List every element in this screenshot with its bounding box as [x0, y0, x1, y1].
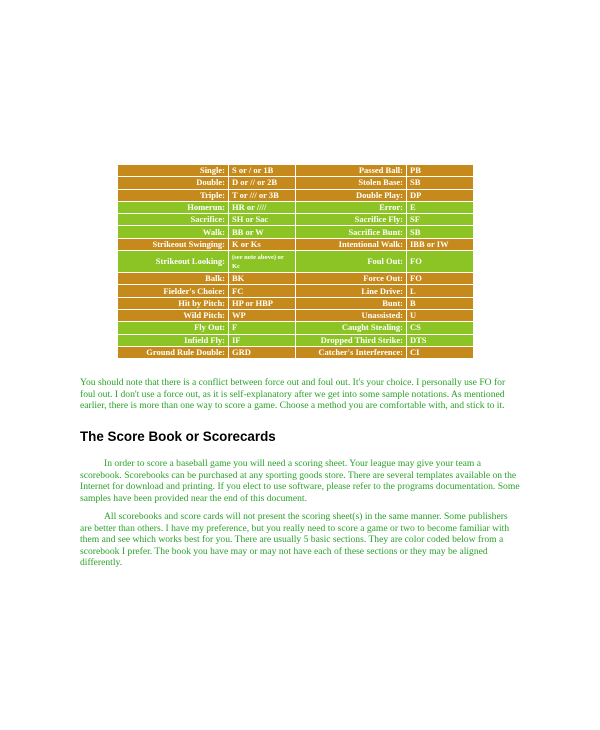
notation-label: Balk:	[118, 273, 229, 285]
table-row	[118, 251, 474, 273]
notation-label: Infield Fly:	[118, 334, 229, 346]
notation-code: L	[407, 285, 474, 297]
notation-label: Passed Ball:	[296, 165, 407, 177]
table-row	[118, 309, 474, 321]
notation-label: Double Play:	[296, 189, 407, 201]
notation-label: Caught Stealing:	[296, 322, 407, 334]
notation-code: HP or HBP	[229, 297, 296, 309]
notation-label: Triple:	[118, 189, 229, 201]
notation-code: DTS	[407, 334, 474, 346]
notation-code: CS	[407, 322, 474, 334]
table-row	[118, 165, 474, 177]
table-row	[118, 273, 474, 285]
notation-label: Fly Out:	[118, 322, 229, 334]
table-row	[118, 214, 474, 226]
notation-label: Bunt:	[296, 297, 407, 309]
scoring-notation-table-body	[118, 165, 474, 359]
notation-code: E	[407, 201, 474, 213]
notation-label: Line Drive:	[296, 285, 407, 297]
notation-label: Sacrifice Fly:	[296, 214, 407, 226]
table-row	[118, 177, 474, 189]
notation-label: Strikeout Looking:	[118, 251, 229, 273]
notation-code: WP	[229, 309, 296, 321]
notation-code: SB	[407, 226, 474, 238]
table-row	[118, 238, 474, 250]
notation-label: Sacrifice Bunt:	[296, 226, 407, 238]
notation-code: FO	[407, 273, 474, 285]
table-row	[118, 226, 474, 238]
notation-code: U	[407, 309, 474, 321]
notation-code: CI	[407, 346, 474, 358]
table-row	[118, 201, 474, 213]
notation-code: BB or W	[229, 226, 296, 238]
notation-label: Homerun:	[118, 201, 229, 213]
notation-label: Ground Rule Double:	[118, 346, 229, 358]
notation-label: Intentional Walk:	[296, 238, 407, 250]
notation-label: Single:	[118, 165, 229, 177]
notation-code: T or /// or 3B	[229, 189, 296, 201]
notation-label: Foul Out:	[296, 251, 407, 273]
notation-label: Unassisted:	[296, 309, 407, 321]
notation-code: SF	[407, 214, 474, 226]
notation-label: Fielder's Choice:	[118, 285, 229, 297]
notation-code: SH or Sac	[229, 214, 296, 226]
notation-code: FO	[407, 251, 474, 273]
table-row	[118, 285, 474, 297]
notation-code: PB	[407, 165, 474, 177]
notation-label: Stolen Base:	[296, 177, 407, 189]
notation-label: Force Out:	[296, 273, 407, 285]
notation-code: BK	[229, 273, 296, 285]
notation-code: (see note above) or Kc	[229, 251, 296, 273]
notation-code: B	[407, 297, 474, 309]
table-row	[118, 334, 474, 346]
notation-code: D or // or 2B	[229, 177, 296, 189]
notation-label: Walk:	[118, 226, 229, 238]
table-row	[118, 297, 474, 309]
scorebook-sections-paragraph: All scorebooks and score cards will not present the scoring sheet(s) in the same manner. Some publishers are better than others. I have my preference, but you really need to score a game or two to become familiar with them and see which works best for you. There are usually 5 basic sections. They are color coded below from a scorebook I prefer. The book you have may or may not have each of these sections or they may be aligned differently.	[80, 511, 510, 569]
notation-code: DP	[407, 189, 474, 201]
notation-code: HR or ////	[229, 201, 296, 213]
notation-code: SB	[407, 177, 474, 189]
scoring-notation-table	[117, 164, 474, 359]
notation-code: S or / or 1B	[229, 165, 296, 177]
notation-code: IBB or IW	[407, 238, 474, 250]
notation-code: GRD	[229, 346, 296, 358]
notation-code: F	[229, 322, 296, 334]
notation-label: Hit by Pitch:	[118, 297, 229, 309]
table-row	[118, 322, 474, 334]
section-heading: The Score Book or Scorecards	[80, 429, 276, 444]
notation-code: IF	[229, 334, 296, 346]
notation-label: Catcher's Interference:	[296, 346, 407, 358]
notation-label: Strikeout Swinging:	[118, 238, 229, 250]
scoring-sheet-paragraph: In order to score a baseball game you will need a scoring sheet. Your league may give your team a scorebook. Scorebooks can be purchased at any sporting goods store. There are several templates available on the Internet for download and printing. If you elect to use software, please refer to the programs documentation. Some samples have been provided near the end of this document.	[80, 458, 520, 504]
conflict-note-paragraph: You should note that there is a conflict between force out and foul out. It's your choice. I personally use FO for foul out. I don't use a force out, as it is self-explanatory after we get into some sample notations. As mentioned earlier, there is more than one way to score a game. Choose a method you are comfortable with, and stick to it.	[80, 377, 506, 412]
notation-code: FC	[229, 285, 296, 297]
table-row	[118, 189, 474, 201]
notation-label: Double:	[118, 177, 229, 189]
table-row	[118, 346, 474, 358]
notation-code: K or Ks	[229, 238, 296, 250]
notation-label: Wild Pitch:	[118, 309, 229, 321]
notation-label: Sacrifice:	[118, 214, 229, 226]
notation-label: Error:	[296, 201, 407, 213]
notation-label: Dropped Third Strike:	[296, 334, 407, 346]
